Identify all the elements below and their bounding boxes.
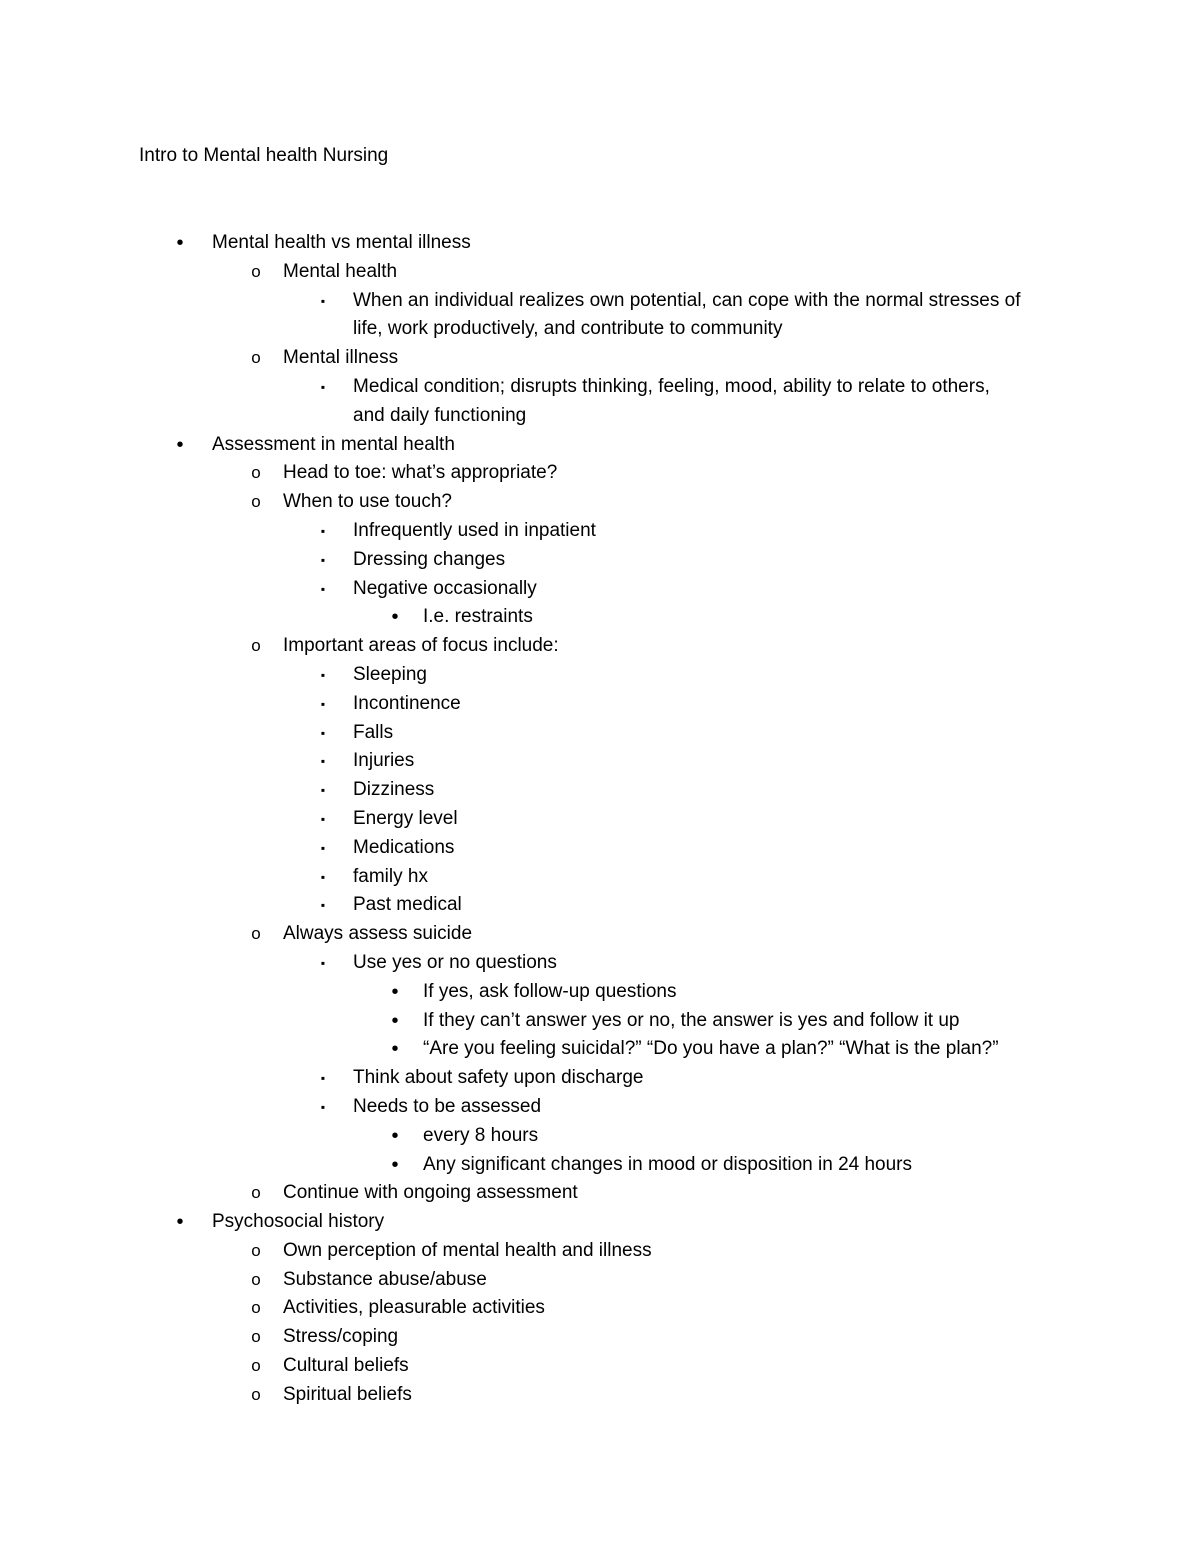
bullet-marker-level-3: ▪ <box>320 523 326 538</box>
list-item-level-3 <box>0 863 1200 892</box>
bullet-marker-level-3: ▪ <box>320 869 326 884</box>
bullet-marker-level-3: ▪ <box>320 1071 326 1086</box>
bullet-marker-level-4: • <box>391 1038 399 1061</box>
bullet-marker-level-3: ▪ <box>320 783 326 798</box>
list-item-level-2 <box>0 920 1200 949</box>
list-item-level-3 <box>0 517 1200 546</box>
bullet-marker-level-2: o <box>251 636 261 656</box>
bullet-marker-level-2: o <box>251 261 261 281</box>
list-item-level-3 <box>0 690 1200 719</box>
list-item-level-4 <box>0 603 1200 632</box>
list-item-text: Mental health vs mental illness <box>212 232 471 253</box>
bullet-marker-level-3: ▪ <box>320 725 326 740</box>
list-item-level-3 <box>0 287 1200 316</box>
list-item-text: and daily functioning <box>353 404 527 426</box>
list-item-text: Infrequently used in inpatient <box>353 519 596 541</box>
list-item-text: Mental illness <box>283 347 399 369</box>
list-item-level-3 <box>0 1064 1200 1093</box>
list-item-level-3 <box>0 661 1200 690</box>
list-item-text: Activities, pleasurable activities <box>283 1297 545 1319</box>
list-item-text: Incontinence <box>353 692 461 714</box>
bullet-marker-level-2: o <box>251 924 261 944</box>
bullet-marker-level-2: o <box>251 1183 261 1203</box>
bullet-marker-level-2: o <box>251 1327 261 1347</box>
list-item-text: Head to toe: what’s appropriate? <box>283 462 558 484</box>
list-item-text: Mental health <box>283 260 398 282</box>
bullet-marker-level-2: o <box>251 463 261 483</box>
list-item-text: Any significant changes in mood or disposition in 24 hours <box>423 1153 913 1175</box>
list-item-level-2 <box>0 258 1200 287</box>
list-item-text: If they can’t answer yes or no, the answer is yes and follow it up <box>423 1009 960 1031</box>
list-item-text: Always assess suicide <box>283 923 473 945</box>
bullet-marker-level-1: • <box>176 232 184 254</box>
list-item-level-4 <box>0 1151 1200 1180</box>
list-item-level-3 <box>0 805 1200 834</box>
list-item-level-2 <box>0 1352 1200 1381</box>
list-item-level-3 <box>0 891 1200 920</box>
list-item-text: every 8 hours <box>423 1124 539 1146</box>
list-item-text: life, work productively, and contribute to community <box>353 318 783 340</box>
list-item-level-3 <box>0 747 1200 776</box>
list-item-text: Own perception of mental health and illness <box>283 1239 652 1261</box>
list-item-text: Injuries <box>353 750 415 772</box>
bullet-marker-level-3: ▪ <box>320 898 326 913</box>
list-item-level-3 <box>0 834 1200 863</box>
list-item-text: Energy level <box>353 807 458 829</box>
list-item-level-3 <box>0 373 1200 402</box>
bullet-marker-level-3: ▪ <box>320 696 326 711</box>
list-item-continuation <box>0 402 1200 431</box>
list-item-level-2 <box>0 1266 1200 1295</box>
list-item-level-3 <box>0 776 1200 805</box>
list-item-text: Negative occasionally <box>353 577 537 599</box>
bullet-marker-level-4: • <box>391 1009 399 1032</box>
bullet-marker-level-2: o <box>251 1298 261 1318</box>
list-item-level-2 <box>0 1237 1200 1266</box>
list-item-text: When to use touch? <box>283 491 452 513</box>
list-item-text: Continue with ongoing assessment <box>283 1182 578 1204</box>
list-item-text: Sleeping <box>353 663 427 685</box>
list-item-text: Psychosocial history <box>212 1211 385 1233</box>
bullet-marker-level-4: • <box>391 1153 399 1176</box>
bullet-marker-level-4: • <box>391 980 399 1003</box>
bullet-marker-level-3: ▪ <box>320 581 326 596</box>
list-item-level-4 <box>0 1035 1200 1064</box>
list-item-text: Cultural beliefs <box>283 1355 409 1377</box>
list-item-text: Dressing changes <box>353 548 506 570</box>
list-item-text: Falls <box>353 721 394 743</box>
bullet-marker-level-3: ▪ <box>320 552 326 567</box>
list-item-level-2 <box>0 632 1200 661</box>
list-item-text: Spiritual beliefs <box>283 1383 412 1405</box>
bullet-marker-level-2: o <box>251 1356 261 1376</box>
bullet-marker-level-3: ▪ <box>320 754 326 769</box>
list-item-text: If yes, ask follow-up questions <box>423 980 677 1002</box>
list-item-text: Stress/coping <box>283 1326 399 1348</box>
bullet-marker-level-3: ▪ <box>320 811 326 826</box>
list-item-text: Needs to be assessed <box>353 1095 542 1117</box>
list-item-level-3 <box>0 546 1200 575</box>
list-item-text: When an individual realizes own potential, can cope with the normal stresses of <box>353 289 1021 311</box>
list-item-level-4 <box>0 1007 1200 1036</box>
bullet-marker-level-3: ▪ <box>320 955 326 970</box>
list-item-text: Medications <box>353 836 455 858</box>
bullet-marker-level-2: o <box>251 492 261 512</box>
bullet-marker-level-3: ▪ <box>320 379 326 394</box>
list-item-text: Dizziness <box>353 779 435 801</box>
list-item-level-1 <box>0 1208 1200 1237</box>
list-item-continuation <box>0 315 1200 344</box>
list-item-text: family hx <box>353 865 428 887</box>
list-item-text: “Are you feeling suicidal?” “Do you have a plan?” “What is the plan?” <box>423 1038 999 1060</box>
list-item-level-4 <box>0 1122 1200 1151</box>
list-item-text: Important areas of focus include: <box>283 635 559 657</box>
list-item-level-3 <box>0 719 1200 748</box>
list-item-level-2 <box>0 1179 1200 1208</box>
list-item-level-2 <box>0 1381 1200 1410</box>
list-item-text: Medical condition; disrupts thinking, feeling, mood, ability to relate to others, <box>353 375 990 397</box>
bullet-marker-level-3: ▪ <box>320 840 326 855</box>
list-item-level-3 <box>0 949 1200 978</box>
bullet-marker-level-3: ▪ <box>320 293 326 308</box>
list-item-level-4 <box>0 978 1200 1007</box>
list-item-level-3 <box>0 575 1200 604</box>
bullet-marker-level-2: o <box>251 1384 261 1404</box>
list-item-level-2 <box>0 1323 1200 1352</box>
list-item-level-3 <box>0 1093 1200 1122</box>
list-item-level-2 <box>0 459 1200 488</box>
bullet-marker-level-2: o <box>251 348 261 368</box>
list-item-text: Past medical <box>353 894 462 916</box>
list-item-text: I.e. restraints <box>423 606 533 628</box>
list-item-text: Think about safety upon discharge <box>353 1067 644 1089</box>
list-item-level-2 <box>0 344 1200 373</box>
list-item-level-2 <box>0 488 1200 517</box>
bullet-marker-level-2: o <box>251 1269 261 1289</box>
list-item-level-2 <box>0 1294 1200 1323</box>
bullet-marker-level-3: ▪ <box>320 667 326 682</box>
bullet-marker-level-2: o <box>251 1240 261 1260</box>
bullet-marker-level-4: • <box>391 606 399 629</box>
bullet-marker-level-1: • <box>176 1211 184 1234</box>
list-item-level-1 <box>0 229 1200 258</box>
bullet-marker-level-3: ▪ <box>320 1099 326 1114</box>
list-item-text: Assessment in mental health <box>212 433 455 455</box>
list-item-level-1 <box>0 431 1200 460</box>
document-title: Intro to Mental health Nursing <box>139 145 389 166</box>
list-item-text: Use yes or no questions <box>353 951 557 973</box>
bullet-marker-level-1: • <box>176 433 184 456</box>
bullet-marker-level-4: • <box>391 1124 399 1147</box>
bullet-outline <box>0 229 1200 1410</box>
list-item-text: Substance abuse/abuse <box>283 1268 487 1290</box>
